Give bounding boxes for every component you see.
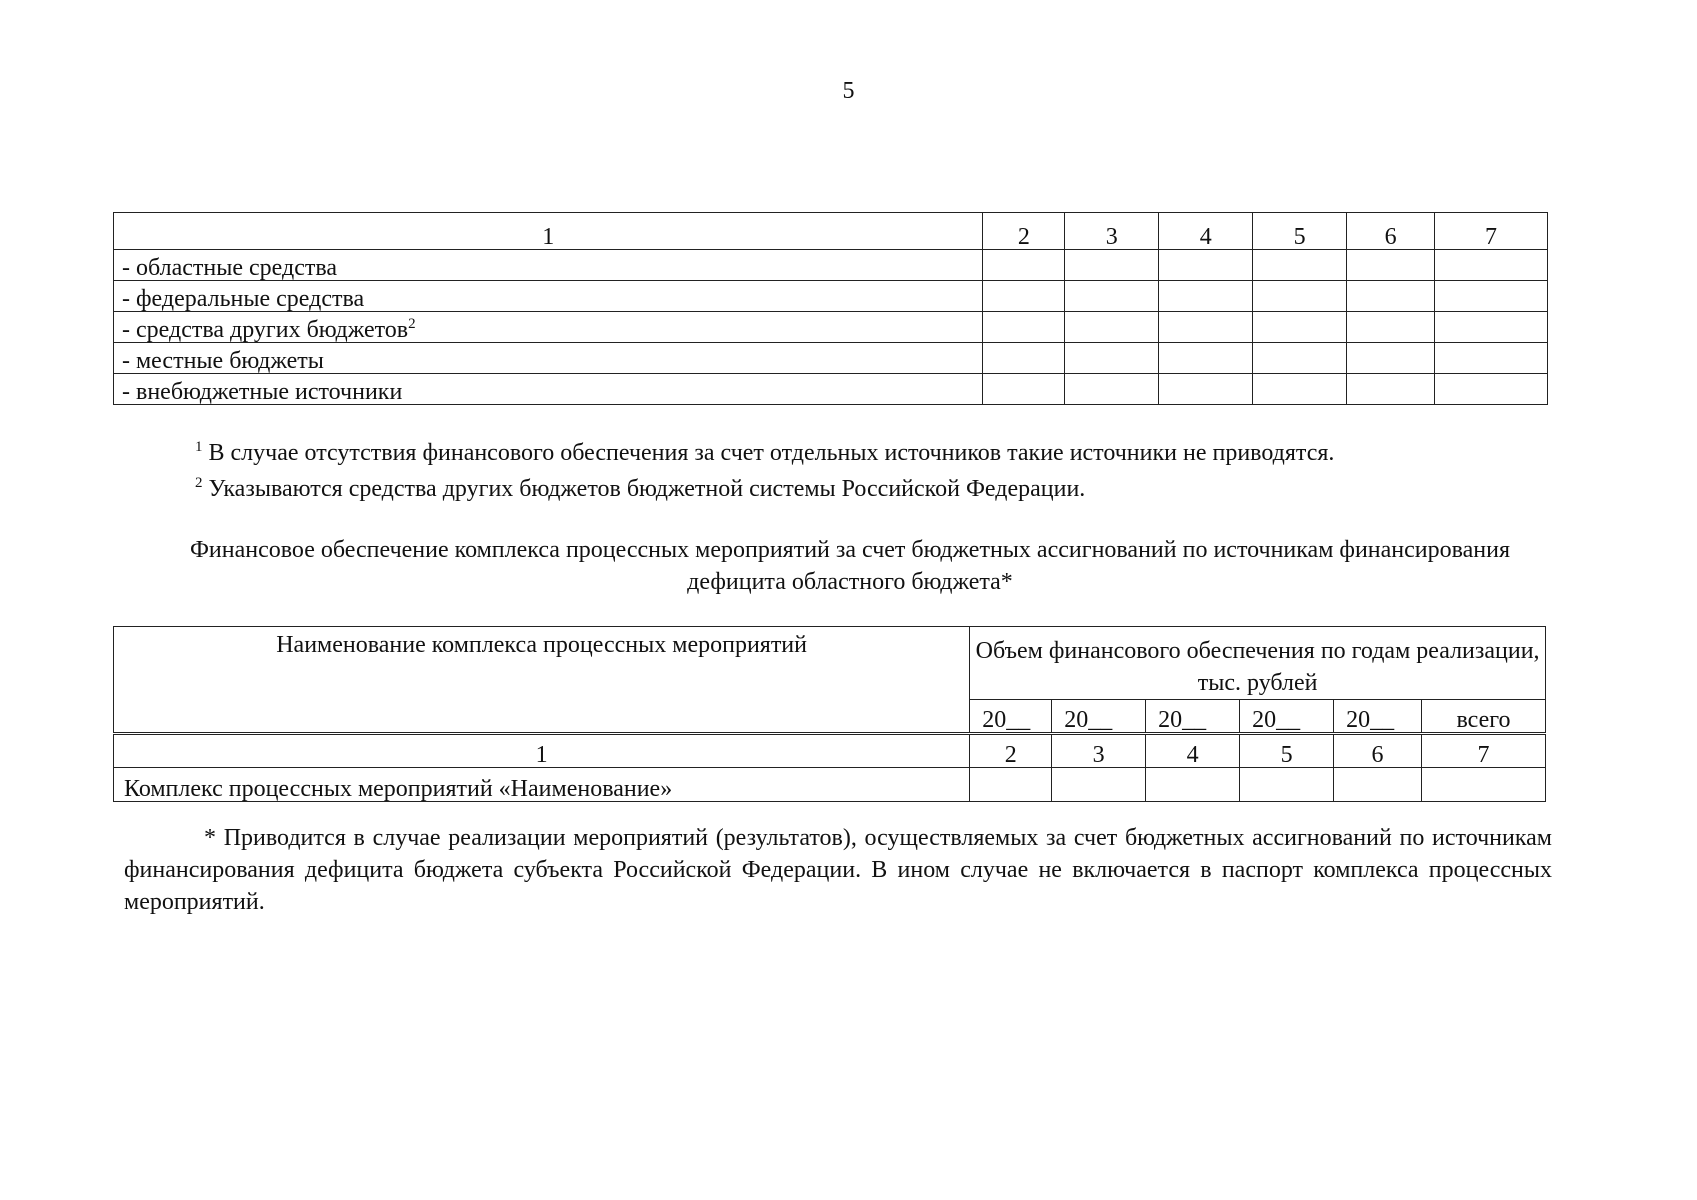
column-number: 7 — [1435, 213, 1548, 250]
column-number: 4 — [1159, 213, 1253, 250]
table-row — [114, 250, 1548, 281]
footnote-ref: 2 — [408, 316, 416, 332]
section-title: Финансовое обеспечение комплекса процессных мероприятий за счет бюджетных ассигнований по источникам финансирования дефицита областного бюджета* — [189, 537, 1511, 595]
table-cell — [1347, 343, 1435, 374]
column-number: 6 — [1334, 734, 1422, 768]
deficit-funding-table — [113, 626, 1546, 802]
footnote-text: Указываются средства других бюджетов бюджетной системы Российской Федерации. — [202, 476, 1086, 502]
table-cell — [1159, 374, 1253, 405]
footnote-marker: 1 — [195, 439, 203, 455]
year-header: 20__ — [1146, 700, 1240, 734]
footnote — [195, 432, 1334, 468]
table-row — [114, 312, 1548, 343]
table-cell — [1347, 250, 1435, 281]
column-numbers-row — [114, 734, 1546, 768]
volume-header: Объем финансового обеспечения по годам реализации, тыс. рублей — [970, 627, 1546, 700]
table-cell — [1240, 768, 1334, 802]
table-cell — [983, 312, 1065, 343]
column-number: 2 — [983, 213, 1065, 250]
table-row — [114, 343, 1548, 374]
column-number: 3 — [1065, 213, 1159, 250]
table-cell — [1435, 250, 1548, 281]
table-cell — [1253, 312, 1347, 343]
row-label: - областные средства — [114, 250, 983, 281]
table-row — [114, 768, 1546, 802]
table-cell — [1146, 768, 1240, 802]
column-number: 5 — [1253, 213, 1347, 250]
table-cell — [983, 374, 1065, 405]
footnote-marker: 2 — [195, 475, 203, 491]
table-cell — [983, 281, 1065, 312]
table-cell — [983, 343, 1065, 374]
column-number: 4 — [1146, 734, 1240, 768]
table-cell — [1159, 312, 1253, 343]
column-number: 1 — [114, 734, 970, 768]
column-number: 3 — [1052, 734, 1146, 768]
table-cell — [1422, 768, 1546, 802]
column-number: 7 — [1422, 734, 1546, 768]
table-cell — [1065, 374, 1159, 405]
year-header: 20__ — [970, 700, 1052, 734]
row-label: - внебюджетные источники — [114, 374, 983, 405]
column-number: 6 — [1347, 213, 1435, 250]
table-cell — [1253, 281, 1347, 312]
table-cell — [1435, 281, 1548, 312]
table-row — [114, 374, 1548, 405]
asterisk-footnote: * Приводится в случае реализации мероприятий (результатов), осуществляемых за счет бюджетных ассигнований по источникам финансирования дефицита бюджета субъекта Российской Федерации. В ином случае не включается в паспорт комплекса процессных мероприятий. — [124, 825, 1552, 915]
row-label-cell — [114, 312, 983, 343]
footnote — [195, 468, 1334, 504]
name-header: Наименование комплекса процессных мероприятий — [114, 627, 970, 734]
table-cell — [1052, 768, 1146, 802]
page-number: 5 — [842, 78, 855, 104]
table-cell — [1347, 374, 1435, 405]
table-cell — [1159, 250, 1253, 281]
table-cell — [983, 250, 1065, 281]
table-cell — [1159, 281, 1253, 312]
table-cell — [1253, 250, 1347, 281]
year-header: 20__ — [1334, 700, 1422, 734]
table-cell — [1435, 374, 1548, 405]
table-cell — [1253, 343, 1347, 374]
table-cell — [1435, 343, 1548, 374]
row-label: - федеральные средства — [114, 281, 983, 312]
footnotes — [195, 432, 1334, 504]
table-cell — [1065, 250, 1159, 281]
column-number: 2 — [970, 734, 1052, 768]
table-cell — [1159, 343, 1253, 374]
total-header: всего — [1422, 700, 1546, 734]
year-header: 20__ — [1052, 700, 1146, 734]
footnote-text: В случае отсутствия финансового обеспечения за счет отдельных источников такие источники не приводятся. — [202, 440, 1335, 466]
table-cell — [1347, 281, 1435, 312]
table-cell — [1065, 281, 1159, 312]
column-number: 5 — [1240, 734, 1334, 768]
table-cell — [1435, 312, 1548, 343]
table-cell — [970, 768, 1052, 802]
row-label: Комплекс процессных мероприятий «Наименование» — [114, 768, 970, 802]
table-row — [114, 281, 1548, 312]
table-header-row — [114, 213, 1548, 250]
column-number: 1 — [114, 213, 983, 250]
table-cell — [1065, 343, 1159, 374]
year-header: 20__ — [1240, 700, 1334, 734]
table-cell — [1253, 374, 1347, 405]
table-cell — [1065, 312, 1159, 343]
row-label: - средства других бюджетов — [122, 317, 409, 343]
table-cell — [1334, 768, 1422, 802]
table-cell — [1347, 312, 1435, 343]
row-label: - местные бюджеты — [114, 343, 983, 374]
funding-sources-table — [113, 212, 1548, 405]
